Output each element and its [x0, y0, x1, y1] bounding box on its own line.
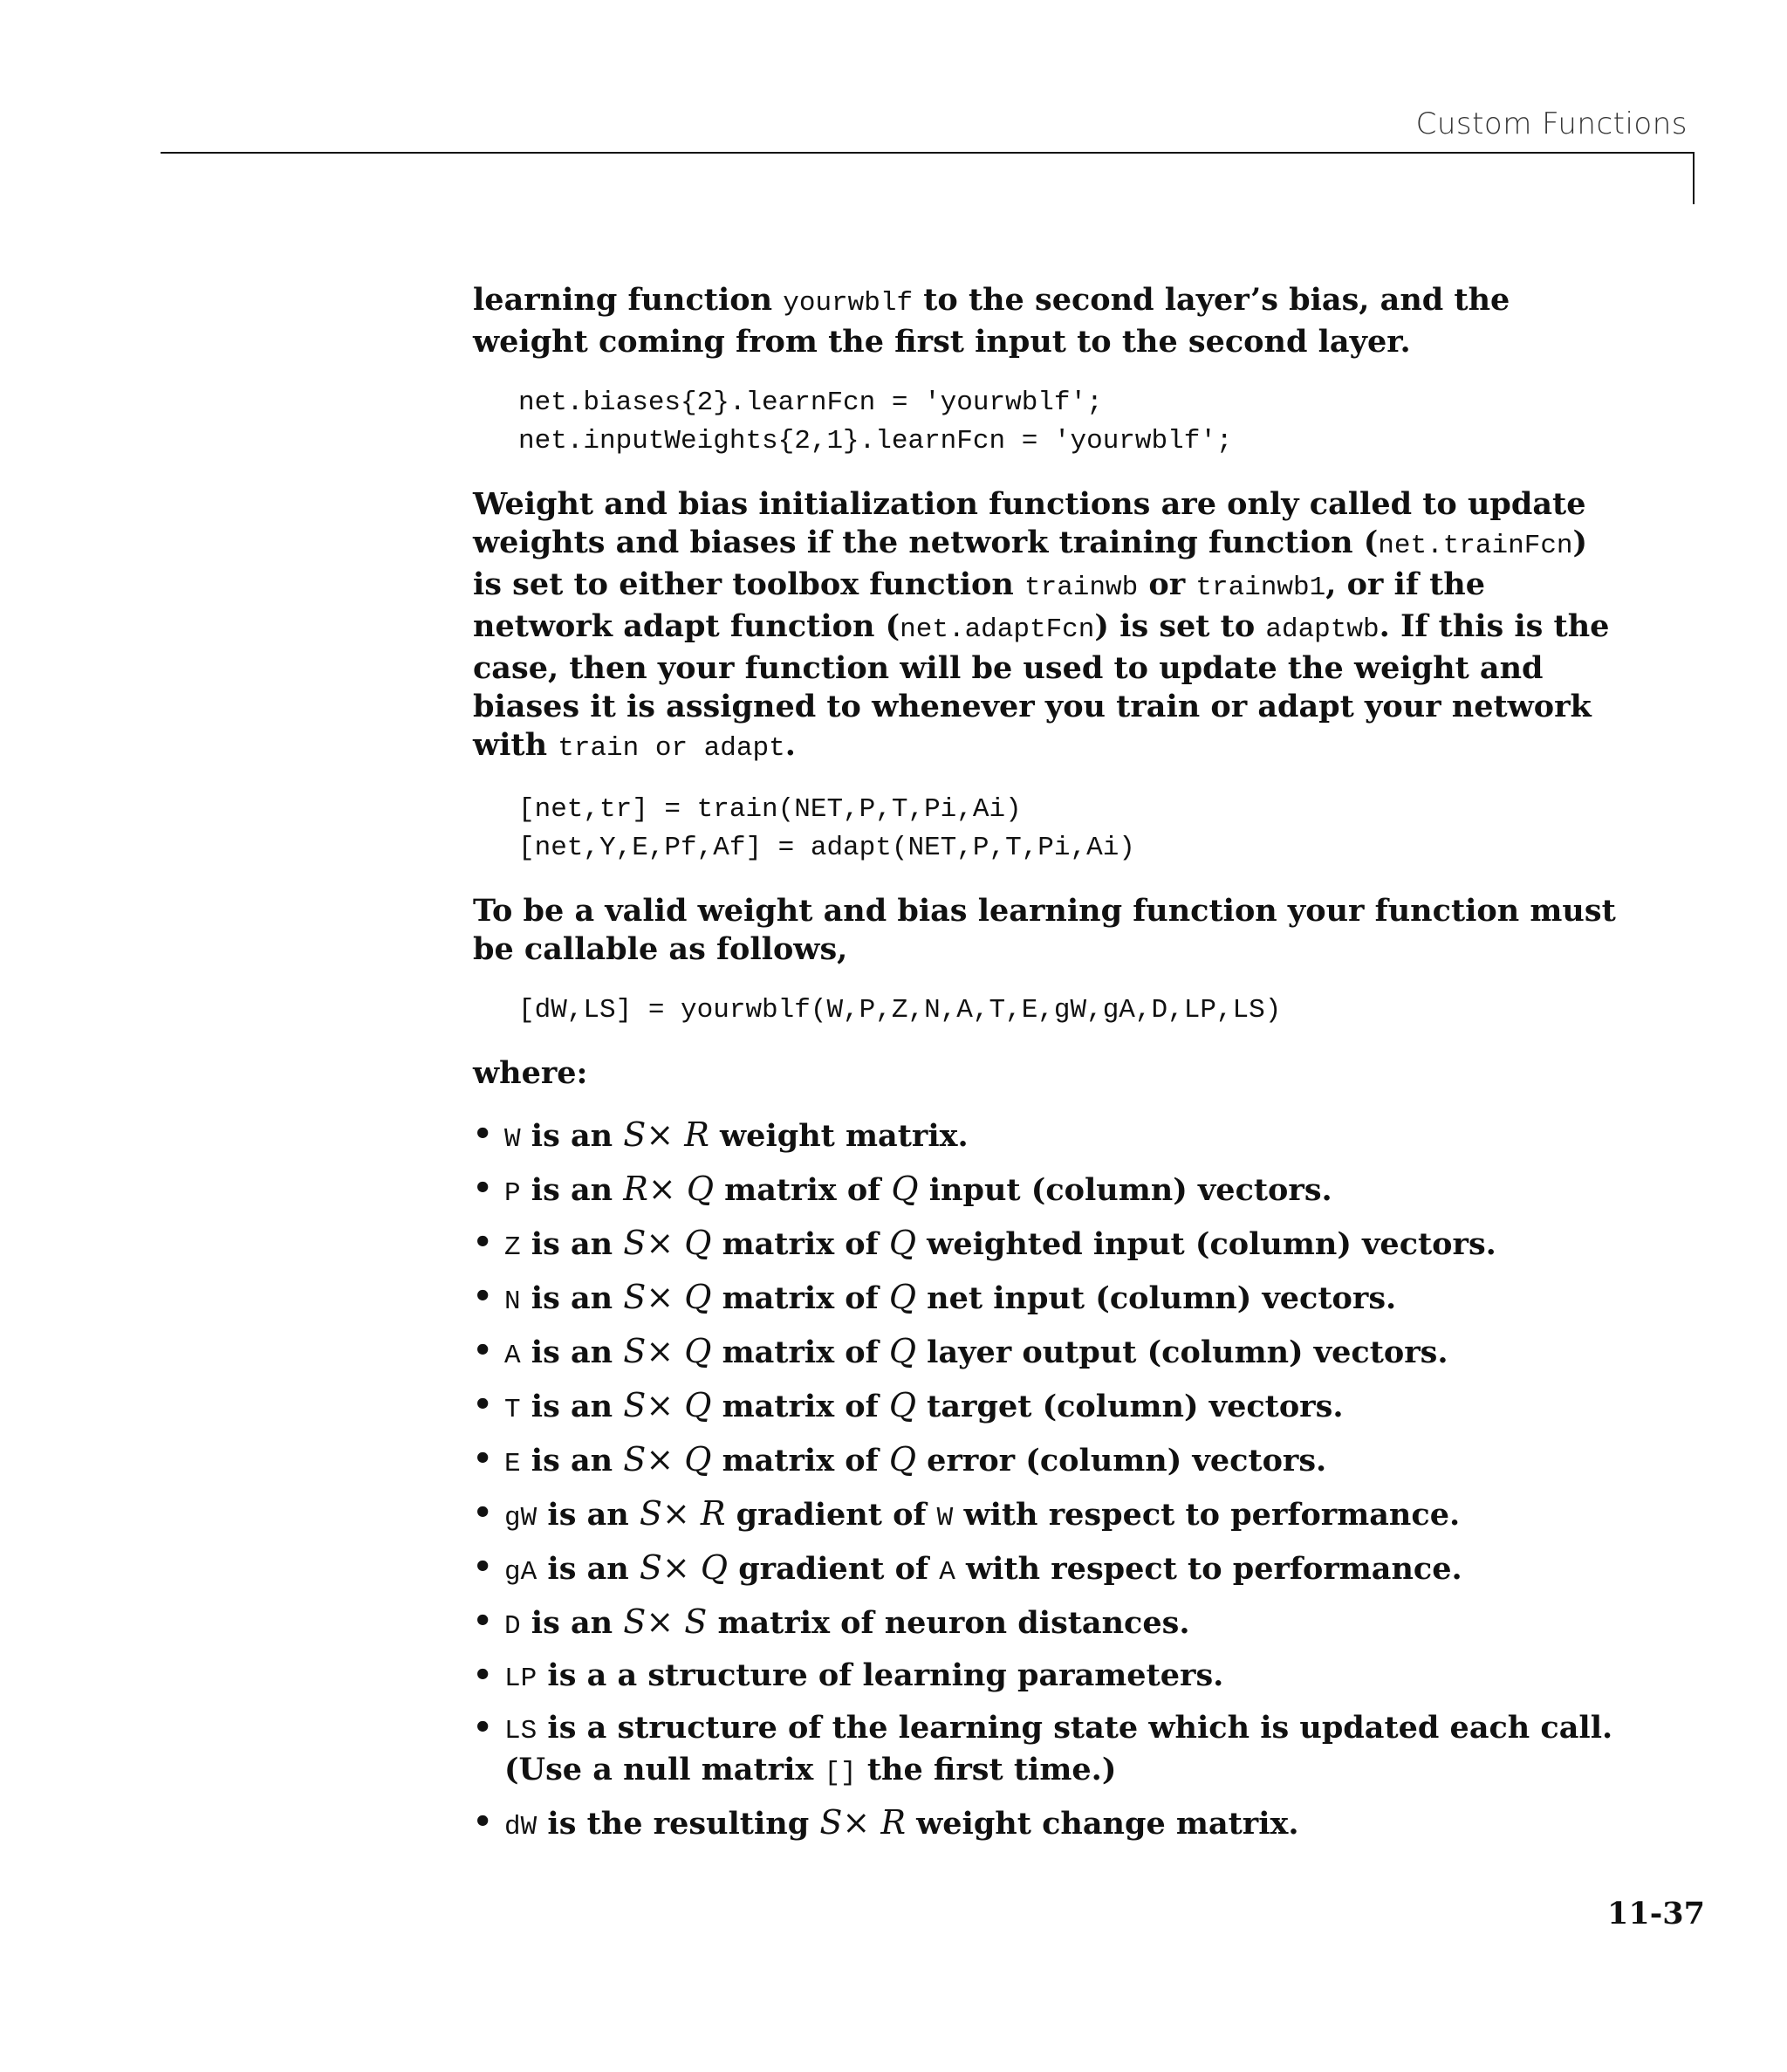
math-expression: Q: [888, 1278, 916, 1316]
inline-code: A: [504, 1341, 521, 1371]
text-run: , or if the network adapt function (: [473, 566, 1485, 644]
inline-code: P: [504, 1178, 521, 1209]
code-line: [net,tr] = train(NET,P,T,Pi,Ai): [518, 794, 1022, 825]
inline-code: gW: [504, 1503, 537, 1533]
text-run: with respect to performance.: [955, 1551, 1462, 1587]
text-run: is an: [537, 1551, 640, 1587]
running-header-title: Custom Functions: [1415, 106, 1688, 141]
math-expression: S× Q: [623, 1278, 712, 1316]
list-item: [473, 1440, 1625, 1484]
text-run: matrix of: [711, 1280, 889, 1316]
inline-code: dW: [504, 1812, 537, 1842]
text-run: is an: [520, 1118, 624, 1154]
code-line: [net,Y,E,Pf,Af] = adapt(NET,P,T,Pi,Ai): [518, 833, 1135, 863]
text-run: weight change matrix.: [905, 1806, 1299, 1842]
list-item: [473, 1494, 1625, 1538]
text-run: matrix of: [711, 1334, 889, 1370]
math-expression: Q: [888, 1224, 916, 1262]
math-expression: S× Q: [623, 1224, 712, 1262]
text-run: matrix of: [711, 1389, 889, 1424]
inline-code: yourwblf: [783, 288, 914, 319]
text-run: target (column) vectors.: [916, 1389, 1344, 1424]
text-run: is an: [520, 1172, 624, 1208]
inline-code: net.trainFcn: [1378, 531, 1573, 561]
inline-code: []: [824, 1758, 857, 1788]
math-expression: S× Q: [623, 1332, 712, 1370]
math-expression: S× Q: [623, 1386, 712, 1424]
inline-code: Z: [504, 1232, 521, 1263]
text-run: is an: [520, 1334, 624, 1370]
inline-code: A: [939, 1557, 955, 1588]
text-run: weight matrix.: [709, 1118, 969, 1154]
code-block-signature: [518, 991, 1625, 1030]
text-run: is an: [520, 1280, 624, 1316]
text-run: gradient of: [728, 1551, 940, 1587]
bullet-icon: •: [473, 1603, 493, 1639]
paragraph-intro: [473, 281, 1625, 361]
page-body: [473, 281, 1625, 1857]
list-item: [473, 1332, 1625, 1376]
paragraph-valid-function: [473, 892, 1625, 969]
text-run: is an: [520, 1389, 624, 1424]
text-run: To be a valid weight and bias learning function your function must be callable as follows,: [473, 893, 1616, 967]
math-expression: Q: [891, 1170, 919, 1208]
text-run: to the second layer’s bias, and the weight coming from the first input to the second layer.: [473, 282, 1510, 360]
math-expression: R× Q: [623, 1170, 714, 1208]
text-run: matrix of: [713, 1172, 892, 1208]
bullet-icon: •: [473, 1116, 493, 1152]
text-run: layer output (column) vectors.: [916, 1334, 1448, 1370]
math-expression: Q: [888, 1440, 916, 1479]
bullet-icon: •: [473, 1333, 493, 1369]
math-expression: S× R: [819, 1803, 906, 1842]
bullet-icon: •: [473, 1279, 493, 1314]
inline-code: W: [504, 1124, 521, 1155]
text-run: is the resulting: [537, 1806, 820, 1842]
text-run: is a structure of the learning state which is updated each call. (Use a null matrix: [504, 1710, 1613, 1787]
bullet-icon: •: [473, 1170, 493, 1206]
bullet-icon: •: [473, 1225, 493, 1260]
text-run: Weight and bias initialization functions are only called to update weights and biases if the network training function (: [473, 486, 1586, 560]
list-item: [473, 1386, 1625, 1430]
list-item: [473, 1170, 1625, 1213]
header-rule: [161, 152, 1695, 154]
text-run: is an: [520, 1443, 624, 1479]
bullet-icon: •: [473, 1495, 493, 1531]
inline-code: gA: [504, 1557, 537, 1588]
list-item: [473, 1657, 1625, 1698]
bullet-icon: •: [473, 1549, 493, 1585]
paragraph-where: [473, 1054, 1625, 1093]
inline-code: W: [936, 1503, 954, 1533]
text-run: weighted input (column) vectors.: [916, 1226, 1496, 1262]
text-run: is an: [537, 1497, 640, 1533]
bullet-icon: •: [473, 1441, 493, 1477]
inline-code: D: [504, 1611, 521, 1642]
text-run: matrix of neuron distances.: [707, 1605, 1190, 1641]
text-run: input (column) vectors.: [918, 1172, 1332, 1208]
list-item: [473, 1115, 1625, 1159]
text-run: the first time.): [856, 1752, 1117, 1787]
list-item: [473, 1278, 1625, 1321]
text-run: .: [784, 727, 796, 763]
code-line: [dW,LS] = yourwblf(W,P,Z,N,A,T,E,gW,gA,D,LP,LS): [518, 995, 1282, 1026]
math-expression: Q: [888, 1332, 916, 1370]
text-run: ) is set to: [1094, 608, 1266, 644]
text-run: matrix of: [711, 1443, 889, 1479]
header-rule-tick: [1693, 152, 1695, 204]
inline-code: trainwb: [1024, 573, 1139, 603]
math-expression: S× R: [623, 1115, 709, 1154]
list-item: [473, 1602, 1625, 1646]
text-run: is a a structure of learning parameters.: [537, 1657, 1224, 1693]
inline-code: adaptwb: [1265, 614, 1380, 645]
paragraph-init-functions: [473, 485, 1625, 768]
list-item: [473, 1548, 1625, 1592]
bullet-icon: •: [473, 1387, 493, 1423]
text-run: . If this is the case, then your function will be used to update the weight and biases it is assigned to whenever you train or adapt your network with: [473, 608, 1610, 763]
inline-code: N: [504, 1286, 521, 1317]
text-run: error (column) vectors.: [916, 1443, 1327, 1479]
text-run: with respect to performance.: [953, 1497, 1461, 1533]
text-run: is an: [520, 1605, 624, 1641]
code-line: net.biases{2}.learnFcn = 'yourwblf';: [518, 388, 1103, 418]
bullet-icon: •: [473, 1804, 493, 1840]
inline-code: T: [504, 1395, 521, 1425]
page-number: 11-37: [1607, 1896, 1705, 1931]
text-run: ) is set to either toolbox function: [473, 525, 1588, 602]
code-line: net.inputWeights{2,1}.learnFcn = 'yourwblf';: [518, 426, 1233, 456]
inline-code: trainwb1: [1195, 573, 1326, 603]
code-block-assign: [518, 384, 1625, 461]
bullet-icon: •: [473, 1710, 493, 1746]
text-run: learning function: [473, 282, 784, 318]
inline-code: LP: [504, 1664, 537, 1694]
text-run: gradient of: [725, 1497, 937, 1533]
math-expression: S× S: [623, 1602, 708, 1641]
inline-code: E: [504, 1449, 521, 1479]
code-block-train-adapt: [518, 791, 1625, 868]
math-expression: Q: [888, 1386, 916, 1424]
text-run: is an: [520, 1226, 624, 1262]
text-run: net input (column) vectors.: [916, 1280, 1397, 1316]
text-run: where:: [473, 1055, 588, 1091]
list-item: [473, 1709, 1625, 1793]
argument-list: [473, 1115, 1625, 1847]
inline-code: train or adapt: [558, 733, 785, 764]
inline-code: LS: [504, 1716, 537, 1746]
math-expression: S× Q: [623, 1440, 712, 1479]
text-run: or: [1138, 566, 1196, 602]
list-item: [473, 1803, 1625, 1847]
bullet-icon: •: [473, 1657, 493, 1693]
math-expression: S× Q: [639, 1548, 729, 1587]
math-expression: S× R: [639, 1494, 726, 1533]
text-run: matrix of: [711, 1226, 889, 1262]
list-item: [473, 1224, 1625, 1267]
inline-code: net.adaptFcn: [900, 614, 1095, 645]
